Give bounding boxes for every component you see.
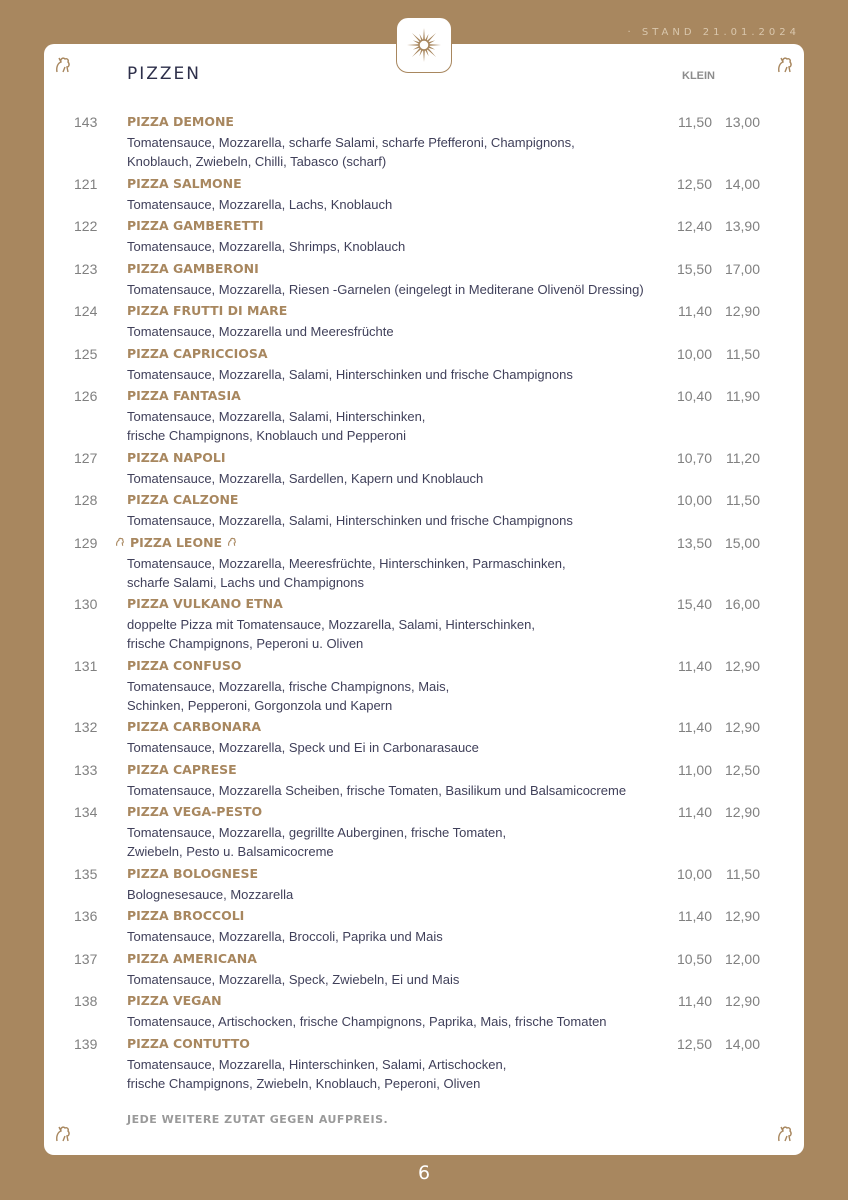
description-line: frische Champignons, Knoblauch und Pepperoni [127, 428, 406, 443]
price-large: 14,00 [724, 1035, 760, 1052]
item-number: 137 [74, 950, 98, 967]
item-description [127, 195, 392, 214]
item-description [127, 677, 449, 715]
price-small: 15,50 [676, 260, 712, 277]
page-number: 6 [417, 1162, 431, 1184]
item-description [127, 237, 405, 256]
item-description [127, 365, 573, 384]
price-large: 11,90 [726, 388, 760, 404]
description-line: frische Champignons, Zwiebeln, Knoblauch, Peperoni, Oliven [127, 1075, 481, 1091]
item-name: PIZZA VULKANO ETNA [127, 596, 283, 611]
item-number: 121 [74, 175, 98, 192]
price-small: 11,40 [678, 303, 712, 319]
description-line: Schinken, Pepperoni, Gorgonzola und Kapern [127, 697, 393, 713]
description-line: frische Champignons, Peperoni u. Oliven [127, 636, 364, 651]
item-number: 124 [74, 303, 98, 319]
item-name-text: PIZZA LEONE [130, 534, 223, 550]
description-line: Zwiebeln, Pesto u. Balsamicocreme [127, 844, 334, 859]
lion-crest-icon [226, 536, 238, 548]
price-small: 12,50 [676, 175, 712, 192]
price-column-header: KLEIN [682, 70, 715, 82]
item-description [127, 554, 566, 592]
price-large: 13,90 [724, 218, 760, 234]
item-name: PIZZA NAPOLI [127, 449, 226, 465]
description-line: Knoblauch, Zwiebeln, Chilli, Tabasco (scharf) [127, 154, 387, 169]
description-line: Tomatensauce, Mozzarella, Salami, Hinterschinken und frische Champignons [127, 366, 573, 382]
item-number: 122 [74, 218, 98, 234]
price-large: 12,90 [724, 657, 760, 674]
description-line: Tomatensauce, Artischocken, frische Champignons, Paprika, Mais, frische Tomaten [127, 1014, 607, 1029]
price-small: 10,00 [676, 345, 712, 362]
description-line: Tomatensauce, Mozzarella Scheiben, frische Tomaten, Basilikum und Balsamicocreme [127, 782, 627, 798]
item-name: PIZZA GAMBERETTI [127, 218, 264, 233]
price-large: 13,00 [724, 114, 760, 130]
description-line: Tomatensauce, Mozzarella, Lachs, Knoblauch [127, 196, 393, 212]
item-description [127, 322, 394, 341]
item-description [127, 823, 506, 861]
item-number: 139 [74, 1035, 98, 1052]
price-large: 11,50 [726, 492, 760, 508]
extra-topping-note: JEDE WEITERE ZUTAT GEGEN AUFPREIS. [127, 1113, 389, 1126]
item-number: 133 [74, 761, 98, 778]
price-small: 10,40 [676, 388, 712, 404]
description-line: Tomatensauce, Mozzarella, gegrillte Auberginen, frische Tomaten, [127, 825, 507, 840]
sun-emblem-icon [396, 17, 452, 73]
price-large: 12,90 [724, 993, 760, 1009]
description-line: Tomatensauce, Mozzarella, frische Champignons, Mais, [127, 678, 450, 694]
lion-crest-icon [52, 54, 74, 76]
item-number: 132 [74, 719, 98, 735]
description-line: Tomatensauce, Mozzarella, Meeresfrüchte, Hinterschinken, Parmaschinken, [127, 555, 566, 571]
description-line: Tomatensauce, Mozzarella, Hinterschinken, Salami, Artischocken, [127, 1056, 507, 1072]
price-small: 11,40 [678, 804, 712, 820]
price-large: 12,50 [724, 761, 760, 778]
price-large: 14,00 [724, 175, 760, 192]
item-number: 126 [74, 388, 98, 404]
item-name: PIZZA CALZONE [127, 492, 239, 507]
item-name: PIZZA FRUTTI DI MARE [127, 303, 288, 318]
item-description [127, 738, 479, 757]
price-small: 10,50 [676, 950, 712, 967]
description-line: Tomatensauce, Mozzarella, Sardellen, Kapern und Knoblauch [127, 470, 484, 486]
price-small: 11,50 [678, 114, 712, 130]
item-name: PIZZA CONFUSO [127, 657, 242, 673]
item-description [127, 781, 626, 800]
price-large: 11,50 [726, 345, 760, 362]
item-number: 134 [74, 804, 98, 820]
item-name: PIZZA GAMBERONI [127, 260, 259, 276]
item-name: PIZZA BROCCOLI [127, 908, 245, 923]
item-description [127, 511, 573, 530]
price-large: 11,50 [726, 865, 760, 882]
item-description [127, 885, 293, 904]
description-line: doppelte Pizza mit Tomatensauce, Mozzarella, Salami, Hinterschinken, [127, 617, 536, 632]
item-description [127, 469, 483, 488]
price-small: 15,40 [676, 596, 712, 612]
price-small: 12,40 [676, 218, 712, 234]
price-large: 16,00 [724, 596, 760, 612]
item-name: PIZZA BOLOGNESE [127, 865, 259, 881]
price-small: 11,40 [678, 908, 712, 924]
price-small: 11,40 [678, 719, 712, 735]
item-number: 125 [74, 345, 98, 362]
price-large: 12,90 [724, 804, 760, 820]
price-small: 10,70 [676, 449, 712, 466]
item-description [127, 615, 535, 653]
menu-card [44, 44, 804, 1155]
lion-crest-icon [774, 54, 796, 76]
item-number: 127 [74, 449, 98, 466]
price-small: 10,00 [676, 865, 712, 882]
lion-crest-icon [774, 1123, 796, 1145]
item-number: 138 [74, 993, 98, 1009]
item-description [127, 407, 425, 445]
item-number: 136 [74, 908, 98, 924]
item-number: 131 [74, 657, 98, 674]
price-large: 11,20 [726, 449, 760, 466]
price-large: 12,90 [724, 303, 760, 319]
item-description [127, 1055, 506, 1093]
item-number: 129 [74, 534, 98, 551]
item-name: PIZZA AMERICANA [127, 950, 257, 966]
description-line: Tomatensauce, Mozzarella, Speck, Zwiebeln, Ei und Mais [127, 971, 460, 987]
item-name: PIZZA CAPRESE [127, 761, 237, 777]
item-name [110, 535, 242, 550]
item-name: PIZZA CONTUTTO [127, 1035, 250, 1051]
description-line: Tomatensauce, Mozzarella, scharfe Salami, scharfe Pfefferoni, Champignons, [127, 135, 575, 150]
item-name: PIZZA FANTASIA [127, 388, 241, 403]
item-description [127, 970, 459, 989]
price-small: 11,40 [678, 993, 712, 1009]
price-large: 12,90 [724, 908, 760, 924]
item-description [127, 927, 443, 946]
item-name: PIZZA VEGA-PESTO [127, 804, 263, 819]
price-small: 11,00 [678, 761, 712, 778]
page-title: PIZZEN [127, 64, 202, 84]
description-line: Tomatensauce, Mozzarella, Riesen -Garnelen (eingelegt in Mediterane Olivenöl Dressing) [127, 281, 644, 297]
item-name: PIZZA CAPRICCIOSA [127, 345, 268, 361]
price-large: 17,00 [724, 260, 760, 277]
price-large: 12,90 [724, 719, 760, 735]
item-name: PIZZA SALMONE [127, 175, 242, 191]
item-number: 143 [74, 114, 98, 130]
description-line: Bolognesesauce, Mozzarella [127, 886, 294, 902]
price-small: 12,50 [676, 1035, 712, 1052]
item-name: PIZZA CARBONARA [127, 719, 262, 734]
description-line: Tomatensauce, Mozzarella, Salami, Hinterschinken und frische Champignons [127, 513, 573, 528]
item-number: 130 [74, 596, 98, 612]
item-description [127, 1012, 607, 1031]
item-description [127, 280, 644, 299]
description-line: Tomatensauce, Mozzarella, Salami, Hinterschinken, [127, 409, 426, 424]
description-line: Tomatensauce, Mozzarella, Speck und Ei in Carbonarasauce [127, 740, 479, 755]
description-line: scharfe Salami, Lachs und Champignons [127, 574, 365, 590]
item-number: 123 [74, 260, 98, 277]
description-line: Tomatensauce, Mozzarella, Broccoli, Paprika und Mais [127, 929, 443, 944]
item-name: PIZZA DEMONE [127, 114, 234, 129]
price-large: 15,00 [724, 534, 760, 551]
lion-crest-icon [114, 536, 126, 548]
lion-crest-icon [52, 1123, 74, 1145]
item-number: 128 [74, 492, 98, 508]
item-name: PIZZA VEGAN [127, 993, 222, 1008]
description-line: Tomatensauce, Mozzarella, Shrimps, Knoblauch [127, 239, 406, 254]
description-line: Tomatensauce, Mozzarella und Meeresfrüchte [127, 324, 394, 339]
price-small: 11,40 [678, 657, 712, 674]
price-small: 13,50 [676, 534, 712, 551]
stand-date: · STAND 21.01.2024 [627, 27, 800, 38]
price-small: 10,00 [676, 492, 712, 508]
item-number: 135 [74, 865, 98, 882]
price-large: 12,00 [724, 950, 760, 967]
item-description [127, 133, 575, 171]
